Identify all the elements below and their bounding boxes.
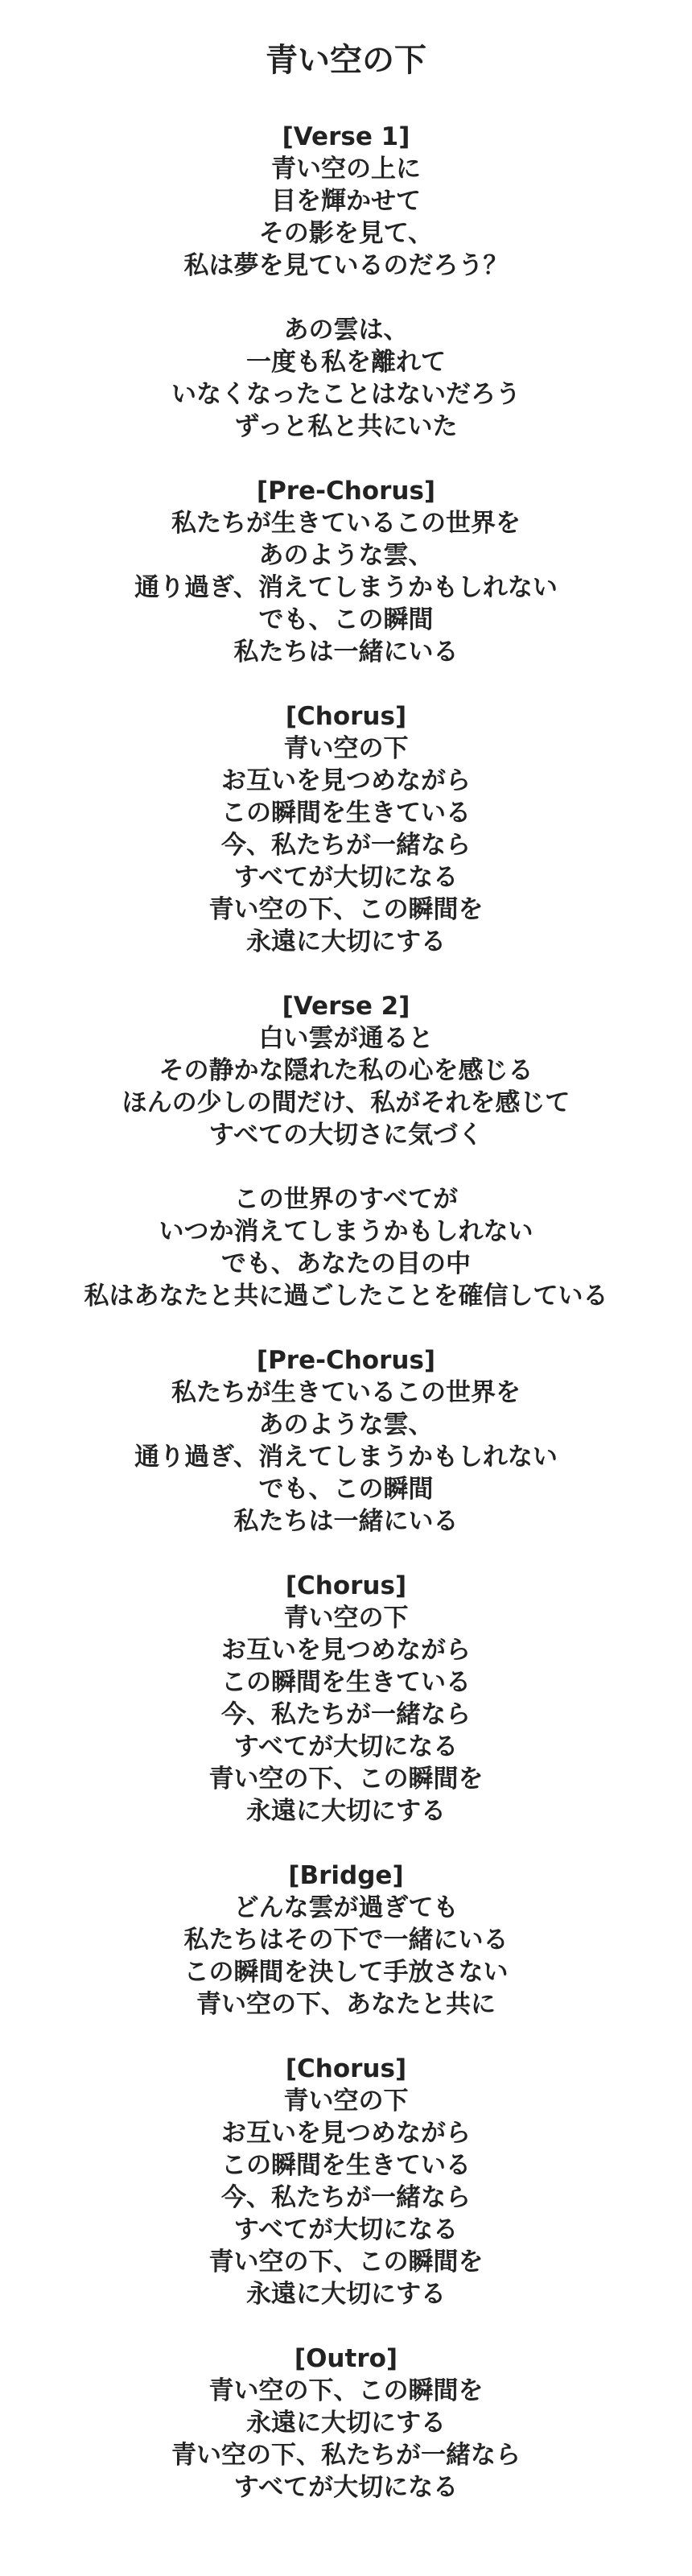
lyric-line: すべてが大切になる — [233, 1732, 459, 1761]
lyric-line: いなくなったことはないだろう — [171, 380, 521, 409]
section-label: [Verse 1] — [282, 122, 410, 151]
section-label: [Verse 2] — [282, 992, 410, 1021]
lyric-line: 私たちは一緒にいる — [233, 638, 459, 667]
section-label: [Outro] — [294, 2344, 398, 2373]
lyric-line: 永遠に大切にする — [246, 2409, 446, 2438]
lyric-line: その静かな隠れた私の心を感じる — [159, 1056, 533, 1085]
lyrics-section — [0, 1570, 692, 1827]
lyric-line: あの雲は、 — [283, 316, 409, 345]
lyric-line: 私たちが生きているこの世界を — [171, 509, 521, 538]
lyric-line: 永遠に大切にする — [246, 927, 446, 956]
lyrics-section — [0, 1860, 692, 2021]
lyric-line: 目を輝かせて — [271, 187, 421, 216]
lyric-line: 青い空の下、私たちが一緒なら — [171, 2441, 521, 2470]
lyric-line: 青い空の下、あなたと共に — [196, 1990, 496, 2019]
lyric-line: 青い空の下、この瞬間を — [208, 895, 484, 924]
lyric-line: 私たちはその下で一緒にいる — [183, 1926, 509, 1955]
lyric-line: 今、私たちが一緒なら — [221, 2183, 471, 2212]
lyric-line: 青い空の下、この瞬間を — [208, 2376, 484, 2405]
lyrics-section — [0, 990, 692, 1151]
lyric-line: いつか消えてしまうかもしれない — [159, 1217, 533, 1246]
lyric-line: 私たちは一緒にいる — [233, 1507, 459, 1536]
lyric-line: あのような雲、 — [258, 541, 434, 570]
section-label: [Pre-Chorus] — [256, 1346, 436, 1375]
lyric-line: この世界のすべてが — [233, 1185, 459, 1214]
lyric-line: すべてが大切になる — [233, 863, 459, 892]
lyric-line: 青い空の下、この瞬間を — [208, 2248, 484, 2277]
lyric-line: お互いを見つめながら — [221, 2119, 471, 2148]
lyric-line: お互いを見つめながら — [221, 1636, 471, 1665]
lyrics-body — [0, 121, 692, 2504]
lyrics-section — [0, 700, 692, 958]
lyric-line: この瞬間を生きている — [221, 799, 471, 828]
lyrics-section — [0, 2053, 692, 2310]
lyric-line: 今、私たちが一緒なら — [221, 831, 471, 860]
lyric-line: ほんの少しの間だけ、私がそれを感じて — [122, 1088, 570, 1117]
lyrics-section — [0, 2343, 692, 2504]
lyric-line: 青い空の下 — [283, 734, 409, 763]
lyric-line: 青い空の下 — [283, 2087, 409, 2116]
lyric-line: でも、この瞬間 — [258, 605, 434, 634]
lyric-line: 私はあなたと共に過ごしたことを確信している — [84, 1282, 608, 1311]
lyric-line: この瞬間を決して手放さない — [183, 1958, 509, 1987]
lyrics-section — [0, 314, 692, 443]
lyric-line: この瞬間を生きている — [221, 2151, 471, 2180]
lyric-line: ずっと私と共にいた — [234, 412, 458, 441]
lyric-line: 一度も私を離れて — [246, 348, 446, 377]
lyrics-section — [0, 1183, 692, 1312]
section-label: [Chorus] — [285, 2054, 407, 2083]
lyric-line: その影を見て、 — [258, 219, 434, 248]
lyric-line: お互いを見つめながら — [221, 766, 471, 795]
lyric-line: でも、この瞬間 — [258, 1475, 434, 1504]
section-label: [Bridge] — [288, 1861, 404, 1890]
lyric-line: すべての大切さに気づく — [208, 1121, 484, 1150]
lyric-line: 永遠に大切にする — [246, 1797, 446, 1826]
lyric-line: 通り過ぎ、消えてしまうかもしれない — [134, 1443, 558, 1472]
lyric-line: 青い空の下 — [283, 1604, 409, 1633]
section-label: [Chorus] — [285, 1571, 407, 1600]
lyrics-section — [0, 121, 692, 282]
lyrics-section — [0, 475, 692, 668]
lyric-line: 白い雲が通ると — [258, 1024, 434, 1053]
lyric-line: どんな雲が過ぎても — [233, 1893, 459, 1922]
page-title: 青い空の下 — [266, 42, 426, 79]
lyric-line: 今、私たちが一緒なら — [221, 1700, 471, 1729]
lyric-line: すべてが大切になる — [233, 2473, 459, 2502]
lyric-line: 私たちが生きているこの世界を — [171, 1378, 521, 1407]
lyric-line: 私は夢を見ているのだろう？ — [183, 251, 509, 280]
lyrics-section — [0, 1344, 692, 1538]
lyric-line: すべてが大切になる — [233, 2215, 459, 2244]
lyric-line: 永遠に大切にする — [246, 2280, 446, 2309]
section-label: [Chorus] — [285, 702, 407, 731]
lyric-line: この瞬間を生きている — [221, 1668, 471, 1697]
lyric-line: 青い空の下、この瞬間を — [208, 1765, 484, 1794]
lyric-line: あのような雲、 — [258, 1410, 434, 1439]
lyric-line: 通り過ぎ、消えてしまうかもしれない — [134, 573, 558, 602]
section-label: [Pre-Chorus] — [256, 477, 436, 506]
lyric-line: 青い空の上に — [271, 155, 421, 184]
lyric-line: でも、あなたの目の中 — [221, 1249, 471, 1278]
